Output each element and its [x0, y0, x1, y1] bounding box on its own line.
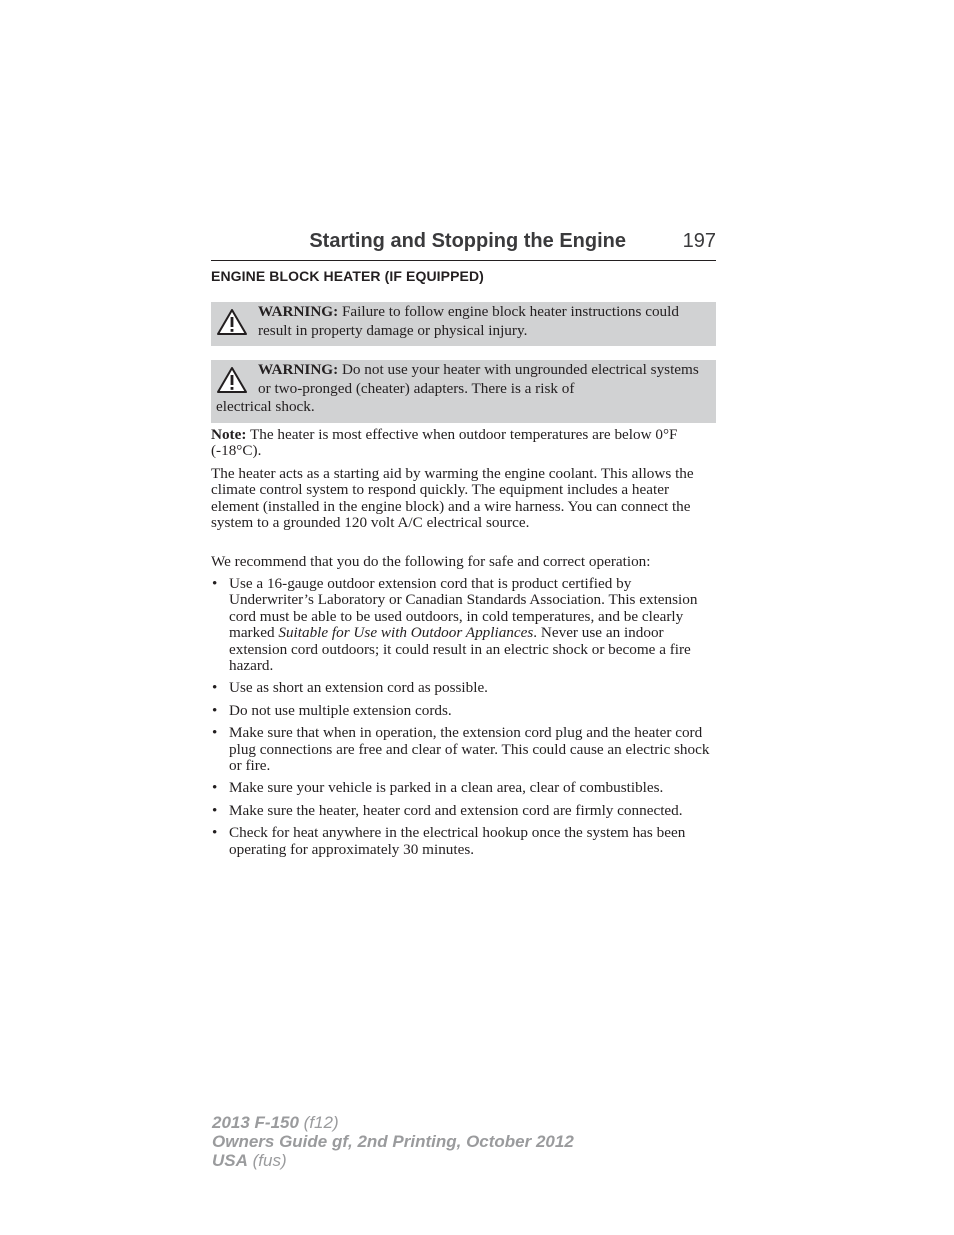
bullet-icon: •: [212, 575, 218, 592]
safety-bullet-list: [211, 576, 718, 864]
list-item-italic-text: Suitable for Use with Outdoor Appliances: [278, 624, 534, 642]
note-paragraph: [211, 427, 718, 460]
bullet-icon: •: [212, 824, 218, 842]
page-header: [211, 228, 716, 261]
list-item-text: Make sure that when in operation, the extension cord plug and the heater cord plug connections are free and clear of water. This could cause an electric shock or fire.: [229, 724, 710, 775]
footer-line-market: [212, 1151, 574, 1170]
footer-model: 2013 F-150: [212, 1113, 299, 1132]
warning-box: [211, 360, 716, 423]
bullet-icon: •: [212, 701, 218, 719]
list-item: [211, 780, 718, 796]
list-item-text: Make sure the heater, heater cord and extension cord are firmly connected.: [229, 801, 683, 819]
warning-label: WARNING:: [258, 361, 339, 378]
warning-triangle-icon: [216, 308, 248, 336]
page-number: 197: [682, 230, 716, 252]
note-text: The heater is most effective when outdoor temperatures are below 0°F (-18°C).: [211, 426, 678, 460]
body-paragraph: The heater acts as a starting aid by warming the engine coolant. This allows the climate control system to respond quickly. The equipment includes a heater element (installed in the engine block) and a wire harness. You can connect the system to a grounded 120 volt A/C electrical source.: [211, 465, 694, 532]
footer-line-edition: [212, 1132, 574, 1151]
list-item-text: Do not use multiple extension cords.: [229, 701, 452, 719]
bullet-icon: •: [212, 679, 218, 697]
list-item-text: Check for heat anywhere in the electrical hookup once the system has been operating for approximately 30 minutes.: [229, 824, 686, 858]
footer-line-model: [212, 1113, 574, 1132]
warning-text-tail: electrical shock.: [216, 398, 315, 415]
section-heading: ENGINE BLOCK HEATER (IF EQUIPPED): [211, 268, 484, 284]
bullet-icon: •: [212, 779, 218, 797]
list-item-text: . Never use an indoor extension cord outdoors; it could result in an electric shock or become a fire hazard.: [229, 624, 691, 675]
list-item: [211, 725, 718, 774]
list-item: [211, 680, 718, 696]
warning-text: Failure to follow engine block heater instructions could result in property damage or physical injury.: [258, 303, 679, 339]
page-title: Starting and Stopping the Engine: [309, 230, 626, 252]
list-item-text: Use as short an extension cord as possible.: [229, 679, 488, 697]
body-paragraph: We recommend that you do the following for safe and correct operation:: [211, 553, 651, 570]
warning-box: [211, 302, 716, 346]
warning-text: Do not use your heater with ungrounded electrical systems or two-pronged (cheater) adapters. There is a risk of: [258, 361, 699, 397]
list-item: [211, 703, 718, 719]
list-item: [211, 825, 718, 858]
footer-market-code: (fus): [247, 1151, 287, 1170]
list-item: [211, 576, 718, 674]
list-item: [211, 803, 718, 819]
footer-edition: Owners Guide gf, 2nd Printing, October 2012: [212, 1132, 574, 1151]
bullet-icon: •: [212, 724, 218, 742]
note-label: Note:: [211, 426, 247, 443]
page-footer: [212, 1113, 574, 1170]
bullet-icon: •: [212, 801, 218, 819]
footer-model-code: (f12): [298, 1113, 339, 1132]
warning-label: WARNING:: [258, 303, 339, 320]
list-item-text: Make sure your vehicle is parked in a clean area, clear of combustibles.: [229, 779, 664, 797]
list-item-text: Use a 16-gauge outdoor extension cord that is product certified by Underwriter’s Laboratory or Canadian Standards Association. This extension cord must be able to be used outdoors, in cold temperatures, and be clearly marked: [229, 575, 698, 642]
footer-market: USA: [212, 1151, 248, 1170]
warning-triangle-icon: [216, 366, 248, 394]
